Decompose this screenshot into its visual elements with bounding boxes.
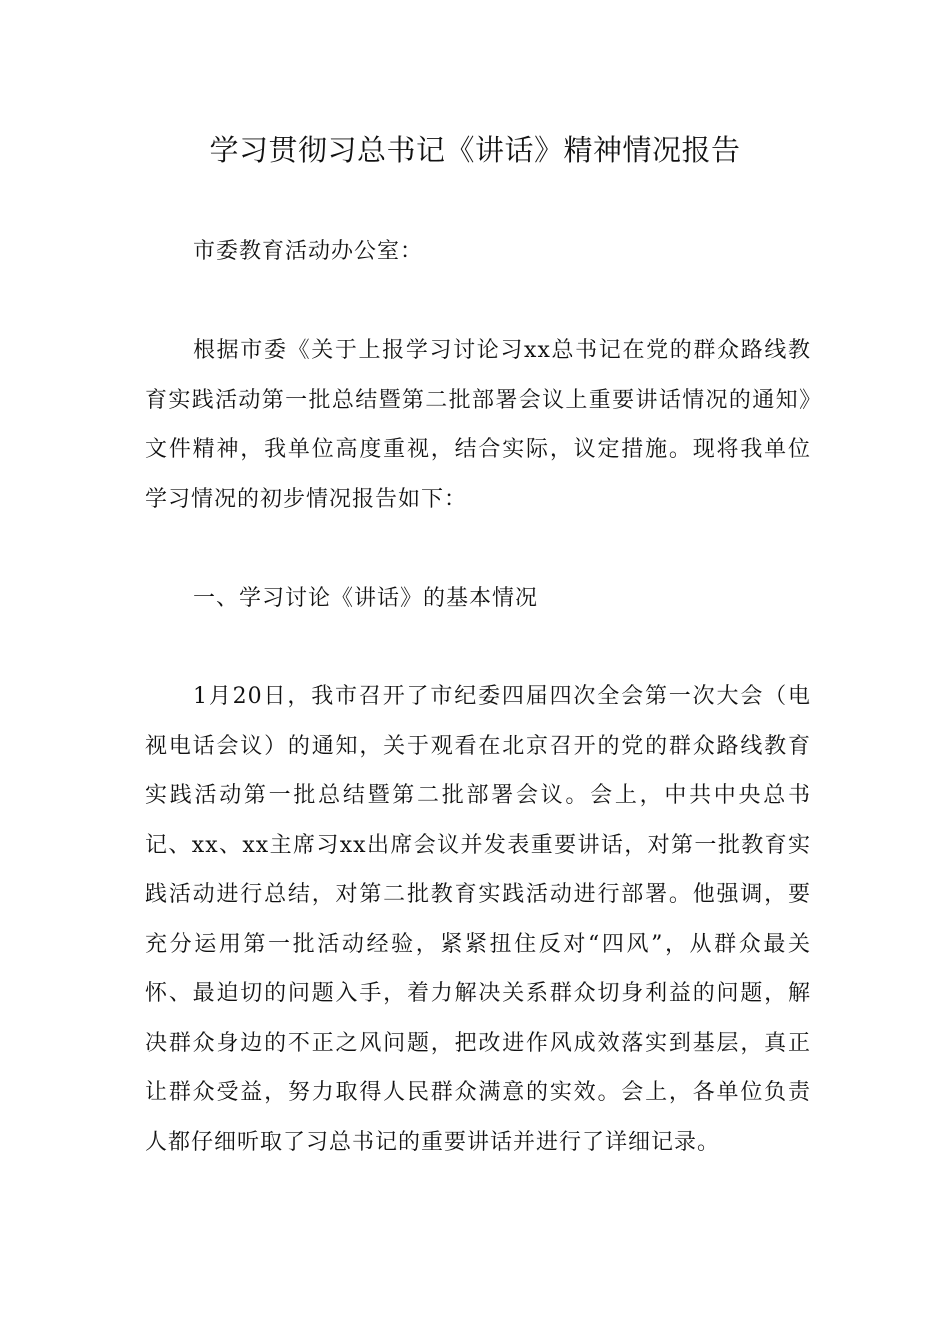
document-title: 学习贯彻习总书记《讲话》精神情况报告 xyxy=(209,133,741,167)
paragraph-1: 根据市委《关于上报学习讨论习xx总书记在党的群众路线教育实践活动第一批总结暨第二批部署会议上重要讲话情况的通知》文件精神，我单位高度重视，结合实际，议定措施。现将我单位学习情况的初步情况报告如下： xyxy=(145,338,811,512)
salutation: 市委教育活动办公室： xyxy=(193,239,424,264)
paragraph-2: 1月20日，我市召开了市纪委四届四次全会第一次大会（电视电话会议）的通知，关于观看在北京召开的党的群众路线教育实践活动第一批总结暨第二批部署会议。会上，中共中央总书记、xx、xx主席习xx出席会议并发表重要讲话，对第一批教育实践活动进行总结，对第二批教育实践活动进行部署。他强调，要充分运用第一批活动经验，紧紧扭住反对“四风”，从群众最关怀、最迫切的问题入手，着力解决关系群众切身利益的问题，解决群众身边的不正之风问题，把改进作风成效落实到基层，真正让群众受益，努力取得人民群众满意的实效。会上，各单位负责人都仔细听取了习总书记的重要讲话并进行了详细记录。 xyxy=(145,684,811,1155)
section-1-heading: 一、学习讨论《讲话》的基本情况 xyxy=(193,586,539,611)
